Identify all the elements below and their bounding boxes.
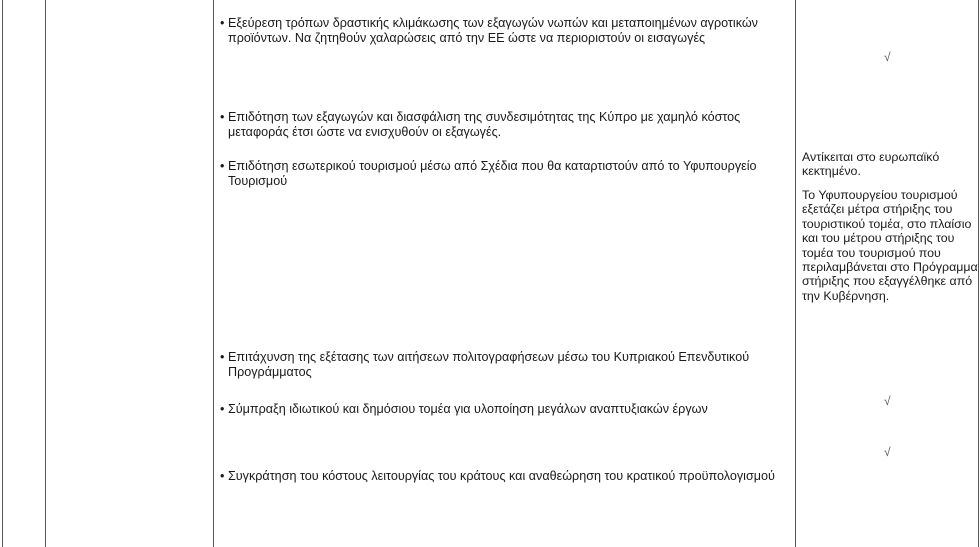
bullet-item-exports <box>220 16 788 46</box>
bullet-marker: • <box>220 469 225 483</box>
check-mark-2: √ <box>884 394 891 408</box>
bullet-item-naturalisation <box>220 350 788 380</box>
note-eu-acquis: Αντίκειται στο ευρωπαϊκό κεκτημένο. <box>802 150 940 179</box>
bullet-item-budget <box>220 469 788 484</box>
bullet-text: Επιδότηση εσωτερικού τουρισμού μέσω από Σχέδια που θα καταρτιστούν από το Υφυπουργείο Τουρισμού <box>228 159 757 188</box>
table-border-col2 <box>213 0 214 547</box>
bullet-item-ppp <box>220 402 788 417</box>
bullet-marker: • <box>220 110 225 124</box>
bullet-item-export-subsidy <box>220 110 788 140</box>
bullet-marker: • <box>220 350 225 364</box>
bullet-text: Επιτάχυνση της εξέτασης των αιτήσεων πολιτογραφήσεων μέσω του Κυπριακού Επενδυτικού Προγράμματος <box>228 350 750 379</box>
check-mark-3: √ <box>884 445 891 459</box>
bullet-marker: • <box>220 159 225 173</box>
bullet-marker: • <box>220 402 225 416</box>
table-border-col1 <box>45 0 46 547</box>
bullet-text: Εξεύρεση τρόπων δραστικής κλιμάκωσης των εξαγωγών νωπών και μεταποιημένων αγροτικών προϊόντων. Να ζητηθούν χαλαρώσεις από την ΕΕ ώστε να περιοριστούν οι εισαγωγές <box>228 16 758 45</box>
check-mark-1: √ <box>884 50 891 64</box>
note-tourism-ministry: Το Υφυπουργείου τουρισμού εξετάζει μέτρα στήριξης του τουριστικού τομέα, στο πλαίσιο και του μέτρου στήριξης του τομέα του τουρισμού που περιλαμβάνεται στο Πρόγραμμα στήριξης που εξαγγέλθηκε από την Κυβέρνηση. <box>802 188 978 303</box>
bullet-text: Επιδότηση των εξαγωγών και διασφάλιση της συνδεσιμότητας της Κύπρο με χαμηλό κόστος μεταφοράς έτσι ώστε να ενισχυθούν οι εξαγωγές. <box>228 110 741 139</box>
table-border-left <box>2 0 3 547</box>
bullet-text: Σύμπραξη ιδιωτικού και δημόσιου τομέα για υλοποίηση μεγάλων αναπτυξιακών έργων <box>228 402 708 416</box>
bullet-text: Συγκράτηση του κόστους λειτουργίας του κράτους και αναθεώρηση του κρατικού προϋπολογισμού <box>228 469 775 483</box>
bullet-marker: • <box>220 16 225 30</box>
table-border-right <box>978 0 979 547</box>
table-border-col3 <box>795 0 796 547</box>
bullet-item-domestic-tourism <box>220 159 788 189</box>
